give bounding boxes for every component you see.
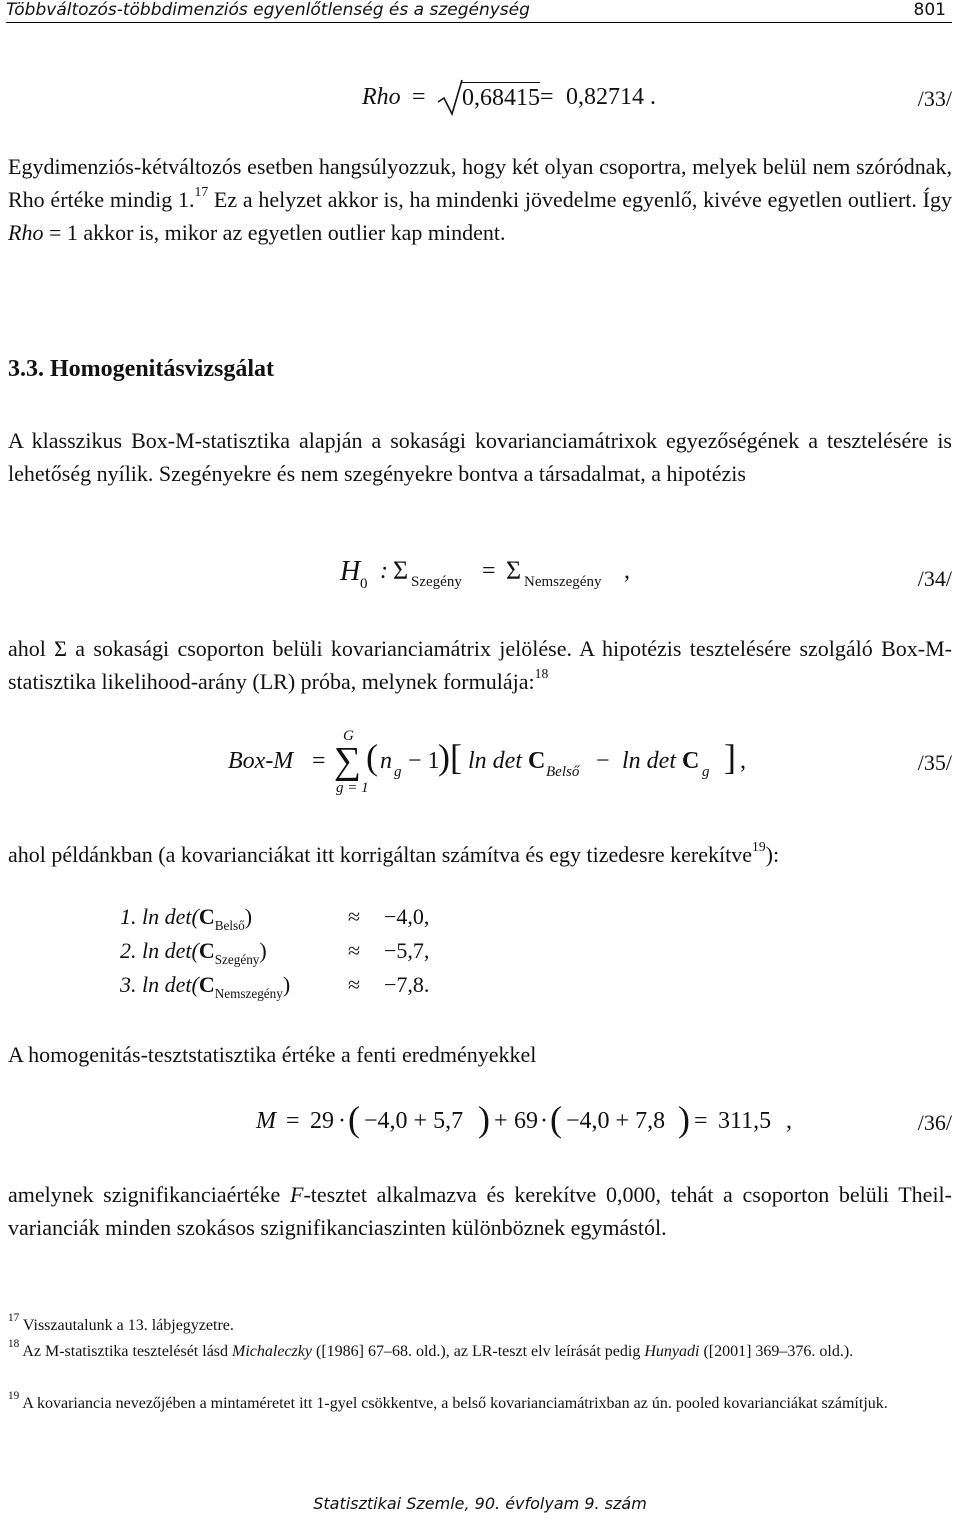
list-item-sub: Belső [214,917,245,933]
eq36-number: /36/ [917,1110,952,1135]
equation-35 [0,728,960,798]
footnote-number: 19 [8,1390,20,1403]
eq35-sub-g: g [702,764,710,780]
journal-footer: Statisztikai Szemle, 90. évfolyam 9. szám [313,1494,647,1513]
footnote-19 [8,1392,952,1416]
eq33-lhs: Rho [362,84,401,110]
paragraph-4 [8,838,952,871]
footnote-author: Michaleczky [232,1343,312,1360]
approx-sign: ≈ [348,904,361,929]
eq33-number: /33/ [917,86,952,111]
list-item-prefix: 1. ln det( [120,904,199,929]
eq35-minus-one: − 1 [408,748,440,774]
eq33-radicand: 0,68415 [462,82,540,112]
footnote-ref-18: 18 [534,666,549,682]
list-item-value: −4,0, [384,904,430,929]
list-item [120,904,253,933]
summation-sign: ∑ [334,740,362,782]
p1-text-a: Egydimenziós-kétváltozós esetben hangsúlyozzuk, hogy két olyan csoportra, melyek belül nem szóródnak, Rho értéke mindig 1. [8,154,952,212]
footnote-number: 17 [8,1312,20,1325]
eq33-result: 0,82714 [566,84,644,110]
paragraph-5: A homogenitás-tesztstatisztika értéke a fenti eredményekkel [8,1042,537,1067]
eq36-equals-2: = [694,1108,708,1134]
paren-close: ) [438,737,450,777]
eq33-equals: = [412,84,426,110]
eq36-dot1: · [338,1108,346,1134]
p3-text: ahol Σ a sokasági csoporton belüli kovarianciamátrix jelölése. A hipotézis tesztelésére szolgáló Box-M-statisztika likelihood-arány (LR) próba, melynek formulája: [8,636,952,694]
list-item [120,938,267,967]
paren-close: ) [478,1099,490,1139]
eq35-minus: − [596,748,610,774]
list-item-C: C [198,904,215,929]
p6-F: F [289,1182,304,1207]
eq35-sub-belso: Belső [546,764,580,780]
paragraph-1 [8,150,952,249]
eq35-number: /35/ [917,750,952,775]
list-item-sub: Szegény [214,951,260,967]
section-heading: 3.3. Homogenitásvizsgálat [8,356,274,382]
list-item-prefix: 3. ln det( [120,972,199,997]
footnote-author: Hunyadi [644,1343,700,1360]
eq36-lhs: M [256,1108,276,1134]
eq35-C-2: C [682,748,700,774]
footnote-text: ([1986] 67–68. old.), az LR-teszt elv leírását pedig [311,1343,645,1360]
equation-34 [0,556,960,616]
approx-sign: ≈ [348,938,361,963]
eq34-equals: = [482,558,496,584]
footnote-17 [8,1314,952,1338]
list-item-suffix: ) [244,904,253,929]
footnote-text: A kovariancia nevezőjében a mintaméretet itt 1-gyel csökkentve, a belső kovarianciamátrixban az ún. pooled kovarianciákat számítjuk. [22,1395,888,1412]
eq33-equals-2: = [540,84,554,110]
eq34-sub-szegeny: Szegény [411,574,462,590]
footnote-text: Visszautalunk a 13. lábjegyzetre. [22,1317,234,1334]
eq36-result: 311,5 [718,1108,772,1134]
eq35-equals: = [312,748,326,774]
page-number: 801 [913,0,946,20]
eq36-inner1: −4,0 + 5,7 [364,1108,464,1134]
equation-36 [0,1098,960,1158]
eq36-dot2: · [540,1108,548,1134]
footnote-18 [8,1340,952,1364]
list-item-value: −5,7, [384,938,430,963]
list-item-C: C [198,972,215,997]
eq34-comma: , [624,558,630,584]
eq35-n-sub: g [394,764,402,780]
approx-sign: ≈ [348,972,361,997]
paragraph-6 [8,1178,952,1244]
footnote-text: Az M-statisztika tesztelését lásd [22,1343,233,1360]
eq34-number: /34/ [917,566,952,591]
paren-open: ( [348,1099,360,1139]
p1-text-b: Ez a helyzet akkor is, ha mindenki jövedelme egyenlő, kivéve egyetlen outliert. Így [208,187,952,212]
p1-text-c: = 1 akkor is, mikor az egyetlen outlier kap mindent. [43,220,506,245]
equation-33 [0,78,960,138]
bracket-close: ] [724,737,736,777]
eq35-n: n [380,748,392,774]
eq34-H: H [340,556,361,587]
paragraph-2: A klasszikus Box-M-statisztika alapján a sokasági kovarianciamátrixok egyezőségének a tesztelésére is lehetőség nyílik. Szegényekre és nem szegényekre bontva a társadalmat, a hipotézis [8,428,952,486]
list-item-suffix: ) [282,972,291,997]
eq35-comma: , [740,748,746,774]
eq34-sub-nemszegeny: Nemszegény [524,574,602,590]
eq34-sigma-2: Σ [506,556,522,585]
list-item-C: C [198,938,215,963]
eq36-equals: = [286,1108,300,1134]
paragraph-3 [8,632,952,698]
bracket-open: [ [450,737,462,777]
eq36-term1: 29 [310,1108,334,1134]
p1-rho: Rho [8,220,44,245]
eq35-ln-det-1: ln det [468,748,522,774]
sum-lower-limit: g = 1 [336,780,369,796]
p6-text-a: amelynek szignifikanciaértéke [8,1182,290,1207]
paren-open: ( [550,1099,562,1139]
eq36-comma: , [786,1108,792,1134]
list-item-suffix: ) [259,938,267,963]
eq34-colon: : [380,558,388,584]
eq35-C-1: C [528,748,546,774]
p4-text-b: ): [765,842,780,867]
eq36-plus: + [494,1108,508,1134]
eq34-sub0: 0 [360,576,368,592]
paren-close: ) [678,1099,690,1139]
list-item-prefix: 2. ln det( [120,938,199,963]
footnote-ref-17: 17 [194,184,209,200]
p6-text-b: -tesztet alkalmazva és kerekítve 0,000, tehát a csoporton belüli Theil-varianciák minden szokásos szignifikanciaszinten különböznek egymástól. [8,1182,952,1240]
list-item-sub: Nemszegény [214,985,283,1001]
eq34-sigma-1: Σ [393,556,409,585]
footnote-number: 18 [8,1338,20,1351]
list-item-value: −7,8. [384,972,430,997]
p4-text-a: ahol példánkban (a kovarianciákat itt korrigáltan számítva és egy tizedesre kerekítve [8,842,753,867]
eq36-inner2: −4,0 + 7,8 [566,1108,666,1134]
eq36-term2: 69 [514,1108,538,1134]
eq35-lhs: Box-M [228,748,294,774]
footnote-text: ([2001] 369–376. old.). [699,1343,854,1360]
footnote-ref-19: 19 [752,839,766,855]
eq33-dot: . [650,84,656,110]
paren-open: ( [366,737,378,777]
running-header [6,0,952,23]
list-item [120,972,291,1001]
sum-upper-limit: G [343,728,354,744]
eq35-ln-det-2: ln det [622,748,676,774]
header-title: Többváltozós-többdimenziós egyenlőtlenség és a szegénység [6,0,530,20]
